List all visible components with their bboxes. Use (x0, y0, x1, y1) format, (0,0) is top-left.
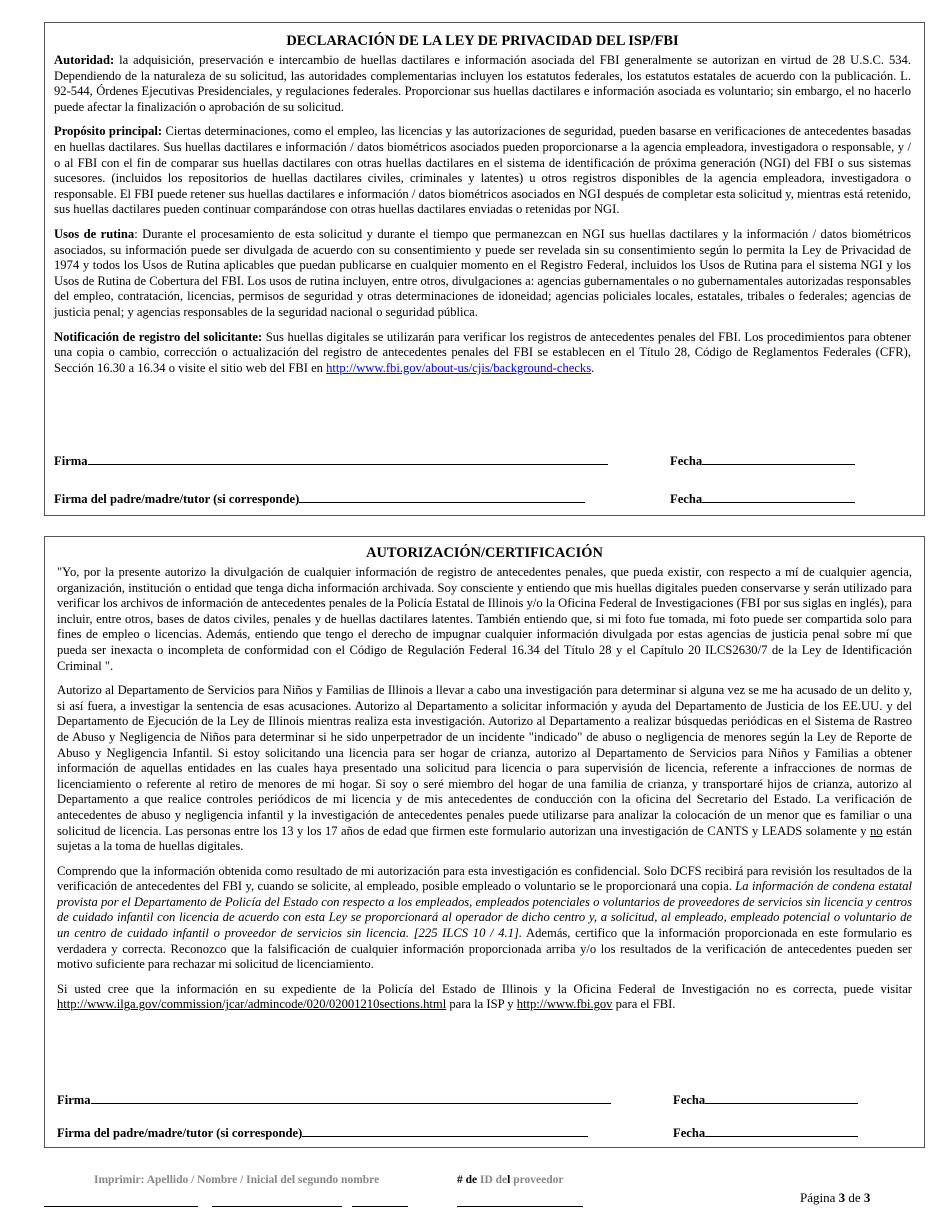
auth-signature-row (57, 1090, 611, 1109)
auth-date-label: Fecha (673, 1093, 706, 1107)
authorization-p4-end: para el FBI. (612, 997, 676, 1012)
privacy-parent-signature-label: Firma del padre/madre/tutor (si corresponde) (54, 492, 300, 506)
authorization-p4-mid: para la ISP y (446, 997, 517, 1012)
authorization-p3-end: Además, certifico que la información proporcionada en este formulario es verdadera y correcta. Reconozco que la falsificación de cualquier información proporcionada arriba y/o los resultados de la verificación de antecedentes pueden ser motivo suficiente para rechazar mi solicitud de licenciamiento. (57, 926, 913, 972)
privacy-parent-signature-row (54, 489, 585, 508)
notification-paragraph (54, 330, 911, 377)
ilga-link[interactable]: http://www.ilga.gov/commission/jcar/admincode/020/02001210sections.html (57, 997, 447, 1012)
auth-parent-date-row (673, 1123, 858, 1142)
auth-signature-field[interactable] (91, 1090, 611, 1104)
authority-text: la adquisición, preservación e intercambio de huellas dactilares e información asociada del FBI generalmente se autorizan en virtud de 28 U.S.C. 534. Dependiendo de la naturaleza de su solicitud, las autoridades complementarias incluyen los estatutos federales, los estatutos estatales de acuerdo con la publicación. L. 92-544, Órdenes Ejecutivas Presidenciales, y regulaciones federales. Proporcionar sus huellas dactilares e información asociada es voluntario; sin embargo, el no hacerlo puede afectar la finalización o aprobación de su solicitud. (54, 53, 911, 114)
last-name-field[interactable] (44, 1205, 198, 1207)
provider-l: l (507, 1174, 511, 1186)
middle-initial-field[interactable] (352, 1205, 408, 1207)
authorization-p4-text: Si usted cree que la información en su expediente de la Policía del Estado de Illinois y la Oficina Federal de Investigación no es correcta, puede visitar (57, 981, 912, 996)
privacy-signature-row (54, 451, 608, 470)
privacy-title: DECLARACIÓN DE LA LEY DE PRIVACIDAD DEL ISP/FBI (286, 33, 679, 49)
auth-parent-date-field[interactable] (705, 1123, 858, 1137)
privacy-signature-label: Firma (54, 454, 88, 468)
authorization-p2-no: no (870, 823, 883, 838)
privacy-act-section (44, 22, 925, 516)
auth-parent-signature-field[interactable] (302, 1123, 588, 1137)
provider-de: de (495, 1174, 508, 1186)
provider-id-field[interactable] (457, 1205, 583, 1207)
notification-label: Notificación de registro del solicitante: (54, 329, 263, 344)
authorization-section (44, 536, 925, 1148)
notification-end: . (591, 360, 595, 375)
privacy-parent-signature-field[interactable] (299, 489, 585, 503)
authorization-paragraph-3 (57, 864, 912, 973)
auth-parent-signature-label: Firma del padre/madre/tutor (si corresponde) (57, 1126, 303, 1140)
authorization-paragraph-2 (57, 683, 912, 855)
privacy-parent-date-row (670, 489, 855, 508)
privacy-date-field[interactable] (702, 451, 855, 465)
provider-hash: # de (457, 1174, 478, 1186)
print-name-label: Imprimir: Apellido / Nombre / Inicial del segundo nombre (94, 1174, 380, 1186)
privacy-date-label: Fecha (670, 454, 703, 468)
authorization-p3-text: Comprendo que la información obtenida como resultado de mi autorización para esta investigación es confidencial. Solo DCFS recibirá para revisión los resultados de la verificación de antecedentes del FBI y, cuando se solicite, al empleado, posible empleado o voluntario se le proporcionará una copia. (57, 863, 912, 894)
first-name-field[interactable] (212, 1205, 342, 1207)
fbi-link[interactable]: http://www.fbi.gov (516, 997, 613, 1012)
authorization-title: AUTORIZACIÓN/CERTIFICACIÓN (366, 545, 603, 561)
fbi-background-checks-link[interactable]: http://www.fbi.gov/about-us/cjis/background-checks (326, 360, 592, 375)
page-number (800, 1190, 870, 1206)
routine-uses-label: Usos de rutina (54, 226, 135, 241)
authority-paragraph (54, 53, 911, 115)
purpose-label: Propósito principal: (54, 124, 163, 139)
provider-word: proveedor (513, 1174, 564, 1186)
authorization-paragraph-4 (57, 982, 912, 1013)
auth-signature-label: Firma (57, 1093, 91, 1107)
notification-text: Sus huellas digitales se utilizarán para verificar los registros de antecedentes penales del FBI. Los procedimientos para obtener una copia o cambio, corrección o actualización del registro de antecedentes penales del FBI se establecen en el Título 28, Código de Reglamentos Federales (CFR), Sección 16.30 a 16.34 o visite el sitio web del FBI en (54, 329, 911, 375)
page-total: 3 (863, 1190, 871, 1205)
provider-id-word: ID (480, 1174, 493, 1186)
auth-parent-signature-row (57, 1123, 588, 1142)
auth-date-row (673, 1090, 858, 1109)
routine-uses-paragraph (54, 227, 911, 321)
authority-label: Autoridad: (54, 53, 115, 67)
authorization-p2-end: están sujetas a la toma de huellas digitales. (57, 823, 913, 854)
page-current: 3 (838, 1190, 846, 1205)
page-of: de (848, 1190, 861, 1205)
authorization-p2-text: Autorizo al Departamento de Servicios para Niños y Familias de Illinois a llevar a cabo una investigación para determinar si alguna vez se me ha acusado de un delito y, si así fuera, a investigar la sentencia de esas acusaciones. Autorizo al Departamento a solicitar información y ayuda del Departamento de Justicia de los EE.UU. y del Departamento de Ejecución de la Ley de Illinois mientras realiza esta investigación. Autorizo al Departamento a realizar búsquedas periódicas en el Sistema de Rastreo de Abuso y Negligencia de Niños para determinar si he sido unperpetrador de un incidente "indicado" de abuso o negligencia de menores según la Ley de Reporte de Abuso y Negligencia Infantil. Si estoy solicitando una licencia para ser hogar de crianza, autorizo al Departamento de Servicios para Niños y Familias a obtener información de aquellas entidades en las cuales haya presentado una solicitud para licencia o para supervisión de licencia, referente a infracciones de normas de licenciamiento o referente al retiro de menores de mi hogar. Si soy o seré miembro del hogar de una familia de crianza, y transportaré hijos de crianza, autorizo al Departamento a que realice controles periódicos de mi licencia y de mis antecedentes de conducción con la oficina del Secretario del Estado. La verificación de antecedentes de abuso y negligencia infantil y la investigación de antecedentes penales puede utilizarse para analizar la colocación de un menor que es familiar o una solicitud de licencia. Las personas entre los 13 y los 17 años de edad que firmen este formulario autorizan una investigación de CANTS y LEADS solamente y (57, 683, 912, 838)
privacy-date-row (670, 451, 855, 470)
auth-parent-date-label: Fecha (673, 1126, 706, 1140)
privacy-signature-field[interactable] (88, 451, 608, 465)
authorization-p3-italic: La información de condena estatal provista por el Departamento de Policía del Estado con respecto a los empleados, empleados potenciales o voluntarios de proveedores de servicios sin licencia y centros de cuidado infantil con licencia de acuerdo con esta Ley se proporcionará al operador de dicho centro y, a solicitud, al empleado, empleado potencial o voluntario de un centro de cuidado infantil o proveedor de servicios sin licencia. [225 ILCS 10 / 4.1]. (57, 879, 912, 941)
privacy-parent-date-field[interactable] (702, 489, 855, 503)
page-prefix: Página (800, 1190, 836, 1205)
auth-date-field[interactable] (705, 1090, 858, 1104)
routine-uses-text: : Durante el procesamiento de esta solicitud y durante el tiempo que permanezcan en NGI sus huellas dactilares y la información / datos biométricos asociados, su información puede ser divulgada de acuerdo con su consentimiento y puede ser revelada sin su consentimiento según lo permita la Ley de Privacidad de 1974 y todos los Usos de Rutina aplicables que puedan publicarse en cualquier momento en el Registro Federal, incluidos los Usos de Rutina para el sistema NGI y los Usos de Rutina de Cobertura del FBI. Los usos de rutina incluyen, entre otros, divulgaciones a: agencias gubernamentales o no gubernamentales autorizadas responsables del empleo, contratación, licencias, permisos de seguridad y otras determinaciones de idoneidad; agencias policiales locales, estatales, tribales o federales; agencias de justicia penal; y agencias responsables de la seguridad nacional o seguridad pública. (54, 226, 911, 319)
provider-id-label (457, 1173, 564, 1189)
authorization-paragraph-1: "Yo, por la presente autorizo la divulgación de cualquier información de registro de antecedentes penales, que pueda existir, con respecto a mí de cualquier agencia, organización, institución o entidad que tenga dicha información archivada. Soy consciente y entiendo que mis huellas digitales pueden conservarse y serán utilizado para verificar los archivos de información de antecedentes penales de la Policía Estatal de Illinois y/o la Oficina Federal de Investigaciones (FBI por sus siglas en inglés), para incluir, entre otros, bases de datos civiles, penales y de huellas dactilares latentes. También entiendo que, si mi foto fue tomada, mi foto puede ser compartida solo para fines de empleo o licencias. Además, entiendo que tengo el derecho de impugnar cualquier información divulgada por estas agencias de justicia penal sobre mí que pueda ser inexacta o incompleta de conformidad con el Código de Regulación Federal 16.34 del Título 28 y el Capítulo 20 ILCS2630/7 de la Ley de Identificación Criminal ". (57, 565, 912, 673)
purpose-text: Ciertas determinaciones, como el empleo, las licencias y las autorizaciones de seguridad, pueden basarse en verificaciones de antecedentes basadas en huellas dactilares. Sus huellas dactilares e información / datos biométricos asociados pueden proporcionarse a la agencia empleadora, investigadora o responsable, y / o al FBI con el fin de comparar sus huellas dactilares con otras huellas dactilares en el sistema de identificación de próxima generación (NGI) del FBI o sus sistemas sucesores. (incluidos los repositorios de huellas dactilares civiles, criminales y latentes) u otros registros disponibles de la agencia empleadora, investigadora o responsable. El FBI puede retener sus huellas dactilares e información / datos biométricos asociados en NGI después de completar esta solicitud y, mientras está retenido, sus huellas dactilares pueden continuar comparándose con otras huellas dactilares enviadas o retenidas por NGI. (54, 124, 911, 217)
privacy-parent-date-label: Fecha (670, 492, 703, 506)
purpose-paragraph (54, 124, 911, 218)
